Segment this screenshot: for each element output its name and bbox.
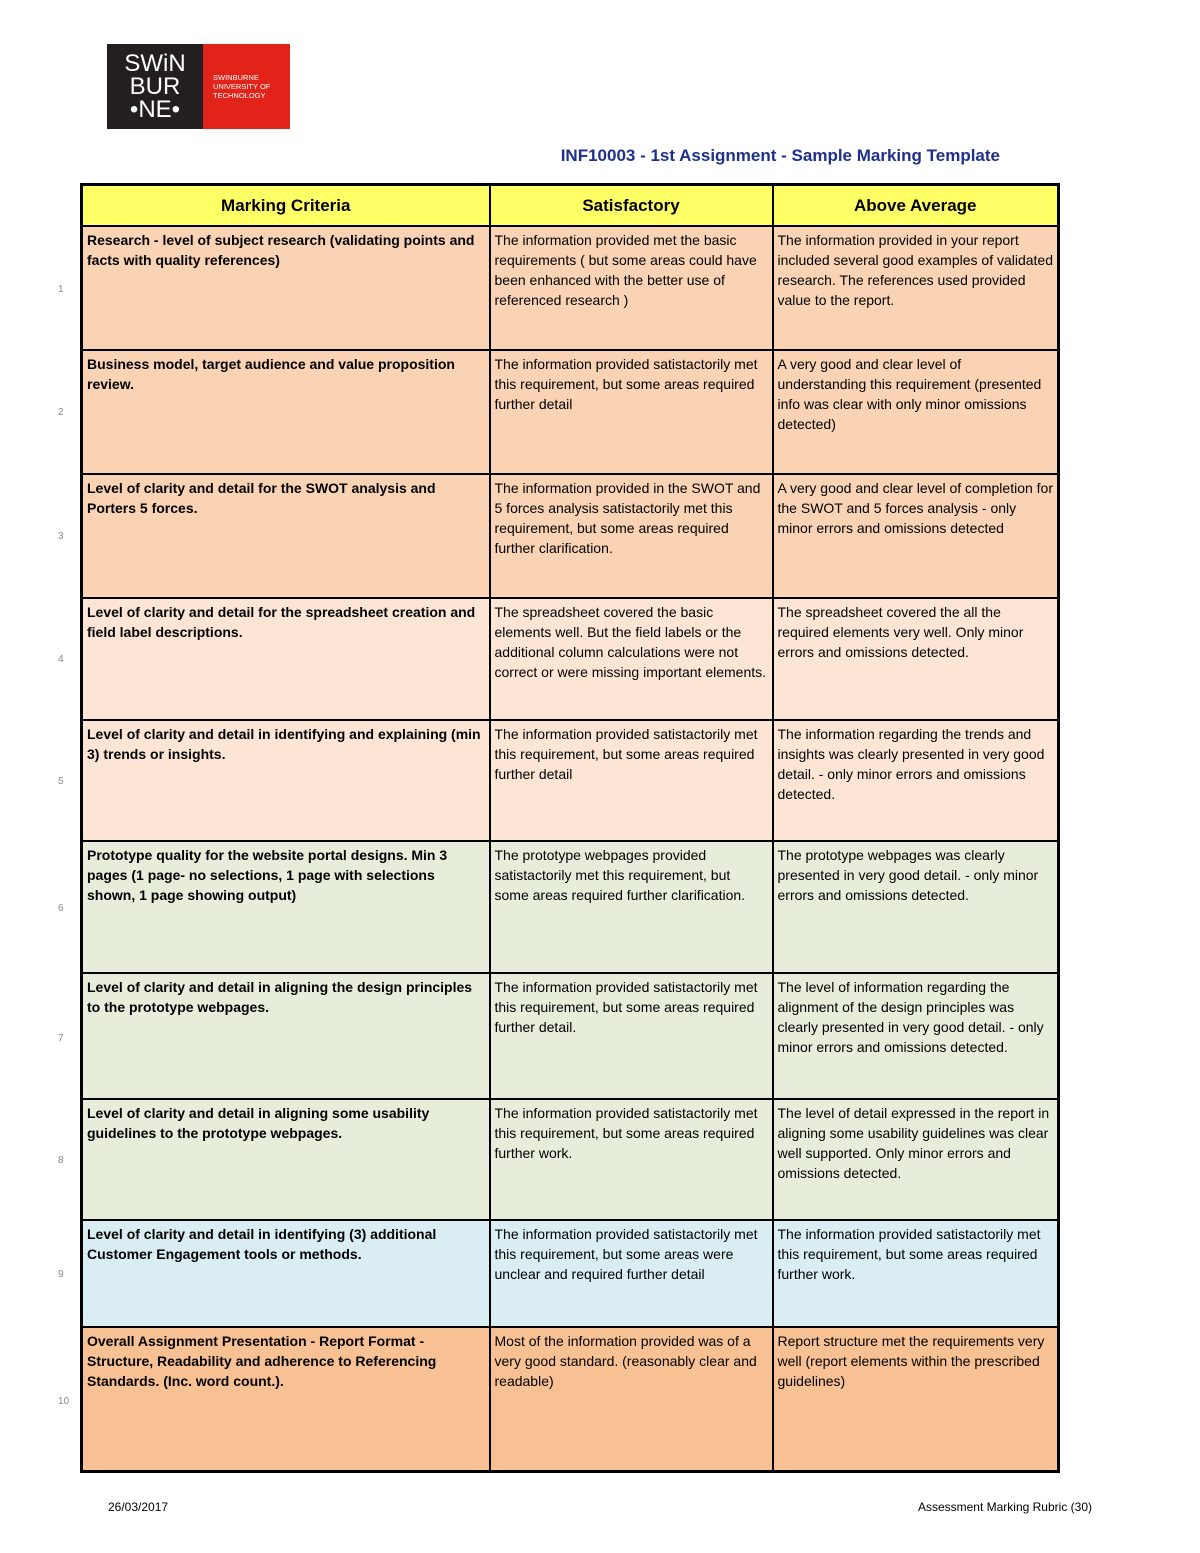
table-row <box>82 226 1059 350</box>
logo-mark <box>107 44 203 129</box>
criteria-cell: Business model, target audience and value proposition review. <box>82 350 490 474</box>
header-marking-criteria: Marking Criteria <box>82 185 490 227</box>
table-row <box>82 474 1059 598</box>
row-number: 7 <box>58 1033 64 1044</box>
table-row <box>82 720 1059 841</box>
above-average-cell: The spreadsheet covered the all the required elements very well. Only minor errors and omissions detected. <box>773 598 1059 720</box>
satisfactory-cell: The information provided satistactorily met this requirement, but some areas required further detail <box>490 720 773 841</box>
above-average-cell: A very good and clear level of understanding this requirement (presented info was clear with only minor omissions detected) <box>773 350 1059 474</box>
row-number: 4 <box>58 654 64 665</box>
table-row <box>82 1099 1059 1220</box>
criteria-cell: Overall Assignment Presentation - Report Format - Structure, Readability and adherence to Referencing Standards. (Inc. word count.). <box>82 1327 490 1471</box>
satisfactory-cell: The information provided satistactorily met this requirement, but some areas required further detail <box>490 350 773 474</box>
above-average-cell: The level of detail expressed in the report in aligning some usability guidelines was clear well supported. Only minor errors and omissions detected. <box>773 1099 1059 1220</box>
satisfactory-cell: The prototype webpages provided satistactorily met this requirement, but some areas required further clarification. <box>490 841 773 973</box>
row-number: 8 <box>58 1155 64 1166</box>
marking-rubric-table <box>80 183 1060 1473</box>
criteria-cell: Level of clarity and detail for the spreadsheet creation and field label descriptions. <box>82 598 490 720</box>
criteria-cell: Prototype quality for the website portal designs. Min 3 pages (1 page- no selections, 1 page with selections shown, 1 page showing output) <box>82 841 490 973</box>
row-number: 9 <box>58 1269 64 1280</box>
logo-mark-line-2: BUR <box>129 73 181 100</box>
criteria-cell: Level of clarity and detail in aligning some usability guidelines to the prototype webpages. <box>82 1099 490 1220</box>
satisfactory-cell: The information provided satistactorily met this requirement, but some areas required further detail. <box>490 973 773 1099</box>
criteria-cell: Level of clarity and detail in identifying and explaining (min 3) trends or insights. <box>82 720 490 841</box>
criteria-cell: Level of clarity and detail in aligning the design principles to the prototype webpages. <box>82 973 490 1099</box>
row-number: 10 <box>58 1396 70 1407</box>
satisfactory-cell: Most of the information provided was of a very good standard. (reasonably clear and readable) <box>490 1327 773 1471</box>
logo-mark-line-3: •NE• <box>129 96 181 123</box>
satisfactory-cell: The information provided satistactorily met this requirement, but some areas were unclear and required further detail <box>490 1220 773 1327</box>
table-row <box>82 1220 1059 1327</box>
row-number: 3 <box>58 531 64 542</box>
row-number: 1 <box>58 284 64 295</box>
row-number: 5 <box>58 776 64 787</box>
header-above-average: Above Average <box>773 185 1059 227</box>
logo-red-panel <box>203 44 290 129</box>
above-average-cell: The prototype webpages was clearly presented in very good detail. - only minor errors and omissions detected. <box>773 841 1059 973</box>
table-row <box>82 1327 1059 1471</box>
satisfactory-cell: The spreadsheet covered the basic elements well. But the field labels or the additional column calculations were not correct or were missing important elements. <box>490 598 773 720</box>
above-average-cell: The information provided satistactorily met this requirement, but some areas required further work. <box>773 1220 1059 1327</box>
footer-label: Assessment Marking Rubric (30) <box>917 1500 1092 1514</box>
logo-mark-line-1: SWiN <box>124 50 186 77</box>
footer-date: 26/03/2017 <box>108 1500 169 1514</box>
above-average-cell: A very good and clear level of completion for the SWOT and 5 forces analysis - only minor errors and omissions detected <box>773 474 1059 598</box>
criteria-cell: Level of clarity and detail in identifying (3) additional Customer Engagement tools or methods. <box>82 1220 490 1327</box>
above-average-cell: The information provided in your report included several good examples of validated research. The references used provided value to the report. <box>773 226 1059 350</box>
satisfactory-cell: The information provided satistactorily met this requirement, but some areas required further work. <box>490 1099 773 1220</box>
logo-text: SWINBURNE UNIVERSITY OF TECHNOLOGY <box>213 73 271 100</box>
table-row <box>82 350 1059 474</box>
row-number: 6 <box>58 903 64 914</box>
above-average-cell: The level of information regarding the alignment of the design principles was clearly presented in very good detail. - only minor errors and omissions detected. <box>773 973 1059 1099</box>
criteria-cell: Research - level of subject research (validating points and facts with quality references) <box>82 226 490 350</box>
satisfactory-cell: The information provided in the SWOT and 5 forces analysis satistactorily met this requirement, but some areas required further clarification. <box>490 474 773 598</box>
criteria-cell: Level of clarity and detail for the SWOT analysis and Porters 5 forces. <box>82 474 490 598</box>
table-row <box>82 973 1059 1099</box>
document-title: INF10003 - 1st Assignment - Sample Marking Template <box>560 146 1000 165</box>
above-average-cell: The information regarding the trends and insights was clearly presented in very good detail. - only minor errors and omissions detected. <box>773 720 1059 841</box>
row-number: 2 <box>58 407 64 418</box>
header-satisfactory: Satisfactory <box>490 185 773 227</box>
table-header-row <box>82 185 1059 227</box>
table-row <box>82 598 1059 720</box>
table-row <box>82 841 1059 973</box>
swinburne-logo <box>107 44 290 129</box>
satisfactory-cell: The information provided met the basic requirements ( but some areas could have been enhanced with the better use of referenced research ) <box>490 226 773 350</box>
above-average-cell: Report structure met the requirements very well (report elements within the prescribed guidelines) <box>773 1327 1059 1471</box>
